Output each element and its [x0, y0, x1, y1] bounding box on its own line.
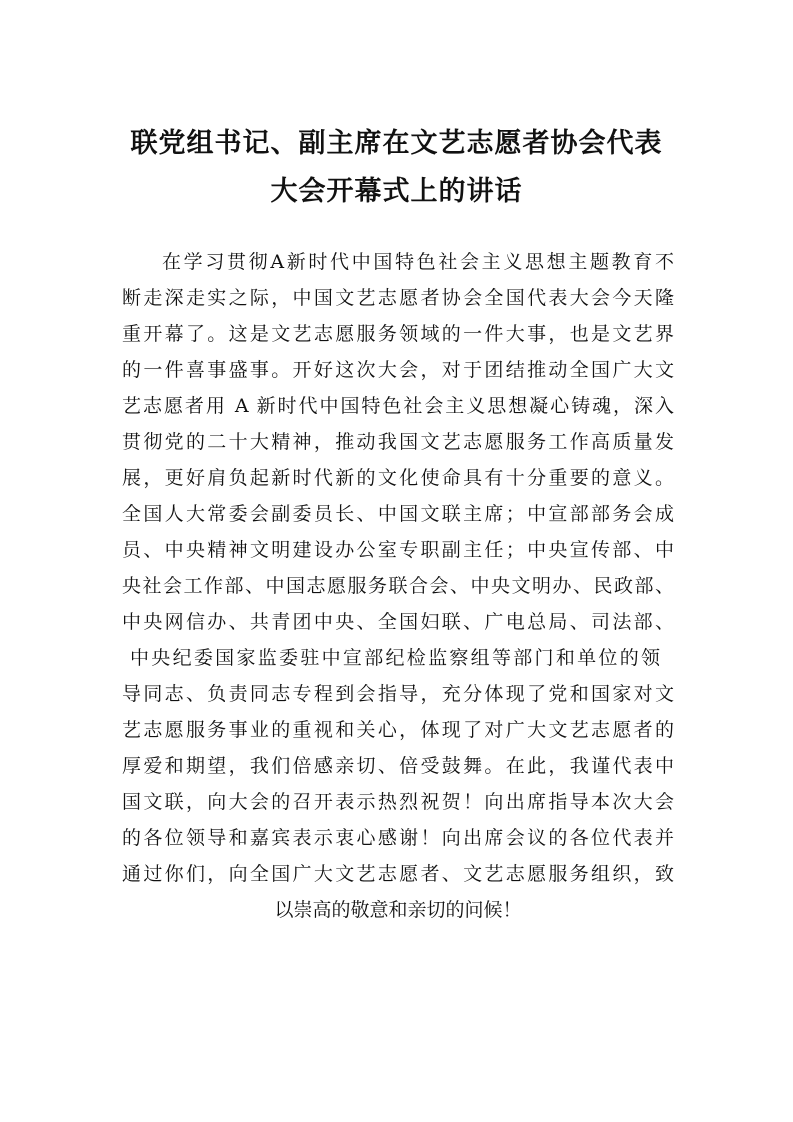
body-line: 国文联，向大会的召开表示热烈祝贺！向出席指导本次大会 [122, 791, 674, 813]
body-line: 中央网信办、共青团中央、全国妇联、广电总局、司法部、 [122, 611, 674, 633]
body-line: 展，更好肩负起新时代新的文化使命具有十分重要的意义。 [122, 467, 674, 489]
body-line: 重开幕了。这是文艺志愿服务领域的一件大事，也是文艺界 [122, 323, 674, 345]
body-line: 断走深走实之际，中国文艺志愿者协会全国代表大会今天隆 [122, 287, 674, 309]
body-line: 以崇高的敬意和亲切的问候！ [274, 899, 522, 921]
body-line: 员、中央精神文明建设办公室专职副主任；中央宣传部、中 [122, 539, 674, 561]
document-title-line-1: 联党组书记、副主席在文艺志愿者协会代表 [130, 128, 663, 159]
document-title-line-2: 大会开幕式上的讲话 [270, 176, 523, 207]
body-line: 艺志愿者用 A 新时代中国特色社会主义思想凝心铸魂，深入 [122, 395, 674, 417]
body-line: 全国人大常委会副委员长、中国文联主席；中宣部部务会成 [122, 503, 674, 525]
body-line: 央社会工作部、中国志愿服务联合会、中央文明办、民政部、 [122, 575, 674, 597]
body-line: 贯彻党的二十大精神，推动我国文艺志愿服务工作高质量发 [122, 431, 674, 453]
body-line: 厚爱和期望，我们倍感亲切、倍受鼓舞。在此，我谨代表中 [122, 755, 674, 777]
body-line: 的一件喜事盛事。开好这次大会，对于团结推动全国广大文 [122, 359, 674, 381]
body-line: 的各位领导和嘉宾表示衷心感谢！向出席会议的各位代表并 [122, 827, 674, 849]
body-line: 中央纪委国家监委驻中宣部纪检监察组等部门和单位的领 [130, 647, 660, 669]
body-line: 导同志、负责同志专程到会指导，充分体现了党和国家对文 [122, 683, 674, 705]
body-line: 艺志愿服务事业的重视和关心，体现了对广大文艺志愿者的 [122, 719, 674, 741]
body-line: 通过你们，向全国广大文艺志愿者、文艺志愿服务组织，致 [122, 863, 674, 885]
body-line: 在学习贯彻A新时代中国特色社会主义思想主题教育不 [162, 251, 674, 273]
